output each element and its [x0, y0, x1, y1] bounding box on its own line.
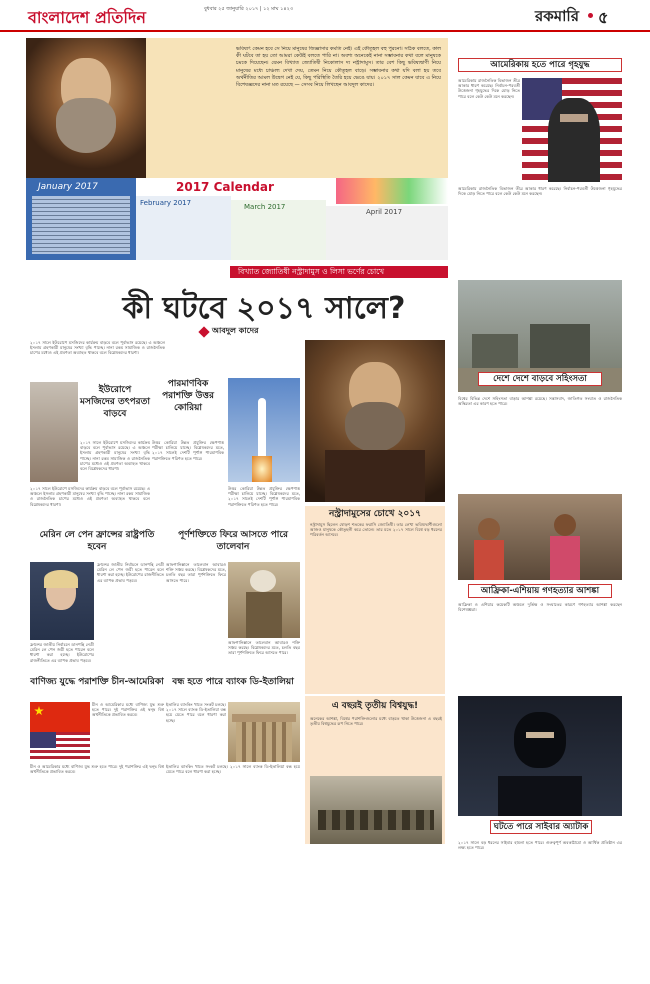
hacker-photo — [458, 696, 622, 816]
civil-war-text-2: আমেরিকায় রাজনৈতিক বিভাজন তীব্র আকার ধারণ করেছে। নির্বাচন-পরবর্তী উত্তেজনা গৃহযুদ্ধের দিকে মোড় নিতে পারে বলে কেউ কেউ মনে করছেন। — [458, 186, 622, 197]
heading-france: মেরিন লে পেন ফ্রান্সের রাষ্ট্রপতি হবেন — [39, 530, 155, 552]
section-name: রকমারি — [535, 7, 579, 25]
banner-intro: ভবিষ্যৎ কেমন হবে সে নিয়ে মানুষের জিজ্ঞাসার কমতি নেই। এই কৌতূহল বহু পুরনো। সঠিক বলতে, কাল কী ঘটবে তা হয় তো আমরা কেউই বলতে পারি না। অবশ্য অনেকেই নানা সম্ভাবনার কথা বলে মানুষকে চমকে দিয়েছেন। যেমন বিখ্যাত জ্যোতিষী নিকোলাস দ্য নস্ট্রাদামুস। তার বেশ কিছু ভবিষ্যদ্বাণী নিয়ে মানুষের মধ্যে চাঞ্চল্য দেখা দেয়, তেমন নিয়ে কৌতূহল বাড়ে। সম্ভাবনার কথা যদি বলা হয় তবে অর্থনীতির আমল উদ্বেগ নেই যে, কিছু পরিস্থিতি তৈরি হয়ে ভেঙে যায়। ২০১৭ সাল কেমন যাবে এ নিয়ে বিশেষজ্ঞদের নানা মত রয়েছে — সেসব নিয়ে লিখছেন আবদুল কাদের। — [236, 46, 441, 89]
civil-war-text: আমেরিকায় রাজনৈতিক বিভাজন তীব্র আকার ধারণ করেছে। নির্বাচন-পরবর্তী উত্তেজনা গৃহযুদ্ধের দিকে মোড় নিতে পারে বলে কেউ কেউ মনে করছেন। — [458, 78, 520, 99]
nuclear-text: উত্তর কোরিয়া উন্নত প্রযুক্তির ক্ষেপণাস্ত্র পরীক্ষা চালিয়ে যাচ্ছে। বিশ্লেষকদের মতে, ২০১৭ সালেই দেশটি পূর্ণাঙ্গ পারমাণবিক পরাশক্তিতে পরিণত হতে পারে। — [152, 440, 224, 461]
france-text: ফ্রান্সের জাতীয় নির্বাচনে ডানপন্থি নেত্রী মেরিন লে পেন জয়ী হতে পারেন বলে ধারণা করা হচ্ছে। ইউরোপের রাজনীতিতে এর ব্যাপক প্রভাব পড়বে। — [97, 562, 164, 583]
heading-ww3: এ বছরই তৃতীয় বিশ্বযুদ্ধ! — [331, 701, 419, 711]
bank-photo — [228, 702, 300, 762]
banner-caption: বিখ্যাত জ্যোতিষী নস্ট্রাদামুস ও লিসা ভর্ণের চোখে — [230, 266, 448, 278]
trade-flags-photo — [30, 702, 90, 762]
ww3-text: অনেকের আশঙ্কা, বিশ্বের পরাশক্তিগুলোর মধ্যে বাড়তে থাকা উত্তেজনা এ বছরই তৃতীয় বিশ্বযুদ্ধের রূপ নিতে পারে। — [310, 716, 442, 727]
heading-trade: বাণিজ্য যুদ্ধে পরাশক্তি চীন-আমেরিকা — [30, 677, 164, 687]
bank-text: ইতালির ব্যাংকিং খাতে সংকট চলছে। ২০১৭ সালে ব্যাংক ডি-ইতালিয়া বন্ধ হয়ে যেতে পারে বলে ধারণা করা হচ্ছে। — [166, 702, 226, 723]
heading-mosques: ইউরোপে মসজিদের তৎপরতা বাড়বে — [80, 385, 150, 419]
bullet-dot — [588, 13, 593, 18]
france-text-2: ফ্রান্সের জাতীয় নির্বাচনে ডানপন্থি নেত্রী মেরিন লে পেন জয়ী হতে পারেন বলে ধারণা করা হচ্ছে। ইউরোপের রাজনীতিতে এর ব্যাপক প্রভাব পড়বে। — [30, 642, 94, 663]
calendar-month: April 2017 — [366, 208, 403, 216]
heading-bank: বন্ধ হতে পারে ব্যাংক ডি-ইতালিয়া — [172, 677, 294, 687]
violence-text: বিশ্বের বিভিন্ন দেশে সহিংসতা বাড়ার আশঙ্কা রয়েছে। সন্ত্রাসবাদ, জাতিগত সংঘাত ও রাজনৈতিক অস্থিরতা এর কারণ হতে পারে। — [458, 396, 622, 407]
calendar-title: 2017 Calendar — [176, 180, 274, 194]
nuclear-text-2: উত্তর কোরিয়া উন্নত প্রযুক্তির ক্ষেপণাস্ত্র পরীক্ষা চালিয়ে যাচ্ছে। বিশ্লেষকদের মতে, ২০১৭ সালেই দেশটি পূর্ণাঙ্গ পারমাণবিক পরাশক্তিতে পরিণত হতে পারে। — [228, 486, 300, 507]
ww3-photo — [310, 776, 442, 844]
headline: কী ঘটবে ২০১৭ সালে? — [122, 291, 406, 326]
trade-text-2: চীন ও আমেরিকার মধ্যে বাণিজ্য যুদ্ধ শুরু হতে পারে। দুই পরাশক্তির এই দ্বন্দ্ব বিশ্ব অর্থনীতিকে প্রভাবিত করবে। — [30, 764, 164, 775]
heading-nostradamus: নস্ট্রাদামুসের চোখে ২০১৭ — [329, 509, 421, 519]
trade-text: চীন ও আমেরিকার মধ্যে বাণিজ্য যুদ্ধ শুরু হতে পারে। দুই পরাশক্তির এই দ্বন্দ্ব বিশ্ব অর্থনীতিকে প্রভাবিত করবে। — [92, 702, 164, 718]
mosques-text-2: ২০১৭ সালে ইউরোপে মসজিদের কার্যক্রম বাড়বে বলে পূর্বাভাস রয়েছে। এ অঞ্চলে ইসলাম গ্রহণকারী মানুষের সংখ্যা বৃদ্ধি পাচ্ছে। নানা রকম সামাজিক ও রাজনৈতিক চাপের মধ্যেও এই প্রবণতা অব্যাহত থাকবে বলে বিশ্লেষকদের ধারণা। — [30, 486, 150, 507]
civil-war-photo — [522, 78, 622, 182]
famine-text: আফ্রিকা ও এশিয়ার কয়েকটি অঞ্চলে দুর্ভিক্ষ ও সংঘাতের কারণে গণহত্যার আশঙ্কা করছেন বিশেষজ্ঞরা। — [458, 602, 622, 613]
mosque-photo — [30, 382, 78, 482]
heading-civil-war: আমেরিকায় হতে পারে গৃহযুদ্ধ — [458, 58, 622, 72]
masthead-rule — [0, 30, 650, 32]
banner — [26, 38, 448, 260]
heading-nuclear: পারমাণবিক পরাশক্তি উত্তর কোরিয়া — [162, 379, 214, 413]
heading-cyber: ঘটতে পারে সাইবার অ্যাটাক — [490, 820, 592, 834]
taliban-text: আফগানিস্তানে তালেবান আবারও শক্তি সঞ্চয় করছে। বিশ্লেষকদের মতে, চলতি বছর তারা পূর্ণশক্তিতে ফিরে আসতে পারে। — [166, 562, 226, 583]
taliban-text-2: আফগানিস্তানে তালেবান আবারও শক্তি সঞ্চয় করছে। বিশ্লেষকদের মতে, চলতি বছর তারা পূর্ণশক্তিতে ফিরে আসতে পারে। — [228, 640, 300, 656]
masthead-date: বুধবার ২৫ জানুয়ারি ২০১৭ | ১২ মাঘ ১৪২৩ — [204, 6, 294, 12]
mosques-text: ২০১৭ সালে ইউরোপে মসজিদের কার্যক্রম বাড়বে বলে পূর্বাভাস রয়েছে। এ অঞ্চলে ইসলাম গ্রহণকারী মানুষের সংখ্যা বৃদ্ধি পাচ্ছে। নানা রকম সামাজিক ও রাজনৈতিক চাপের মধ্যেও এই প্রবণতা অব্যাহত থাকবে বলে বিশ্লেষকদের ধারণা। — [80, 440, 150, 472]
nostradamus-painting — [305, 340, 445, 502]
children-photo — [458, 494, 622, 580]
calendar-month: February 2017 — [140, 199, 192, 207]
page-number: ৫ — [598, 8, 609, 27]
le-pen-photo — [30, 562, 94, 640]
missile-photo — [228, 378, 300, 482]
calendar-collage — [26, 178, 448, 260]
masthead — [0, 0, 650, 30]
nostradamus-text: নস্ট্রাদামুস ছিলেন ষোড়শ শতকের ফরাসি জ্যোতিষী। তার লেখা ভবিষ্যদ্বাণীগুলো আজও মানুষকে কৌতূহলী করে তোলে। তার মতে ২০১৭ সালে বিশ্বে বড় ধরনের পরিবর্তন আসবে। — [310, 522, 442, 538]
cyber-text: ২০১৭ সালে বড় ধরনের সাইবার হামলা হতে পারে। গুরুত্বপূর্ণ অবকাঠামো ও আর্থিক প্রতিষ্ঠান এর লক্ষ্য হতে পারে। — [458, 840, 622, 851]
masthead-name: বাংলাদেশ প্রতিদিন — [28, 8, 146, 27]
bank-text-2: ইতালির ব্যাংকিং খাতে সংকট চলছে। ২০১৭ সালে ব্যাংক ডি-ইতালিয়া বন্ধ হয়ে যেতে পারে বলে ধারণা করা হচ্ছে। — [166, 764, 300, 775]
heading-famine: আফ্রিকা-এশিয়ায় গণহত্যার আশঙ্কা — [468, 584, 612, 598]
intro-text: ২০১৭ সালে ইউরোপে মসজিদের কার্যক্রম বাড়বে বলে পূর্বাভাস রয়েছে। এ অঞ্চলে ইসলাম গ্রহণকারী মানুষের সংখ্যা বৃদ্ধি পাচ্ছে। নানা রকম সামাজিক ও রাজনৈতিক চাপের মধ্যেও এই প্রবণতা অব্যাহত থাকবে বলে বিশ্লেষকদের ধারণা। — [30, 340, 165, 356]
byline: আবদুল কাদের — [212, 326, 259, 335]
heading-violence: দেশে দেশে বাড়বে সহিংসতা — [478, 372, 602, 386]
nostradamus-portrait — [26, 38, 146, 178]
calendar-month: January 2017 — [38, 182, 98, 192]
calendar-month: March 2017 — [244, 203, 286, 211]
heading-taliban: পূর্ণশক্তিতে ফিরে আসতে পারে তালেবান — [178, 530, 288, 552]
taliban-photo — [228, 562, 300, 638]
